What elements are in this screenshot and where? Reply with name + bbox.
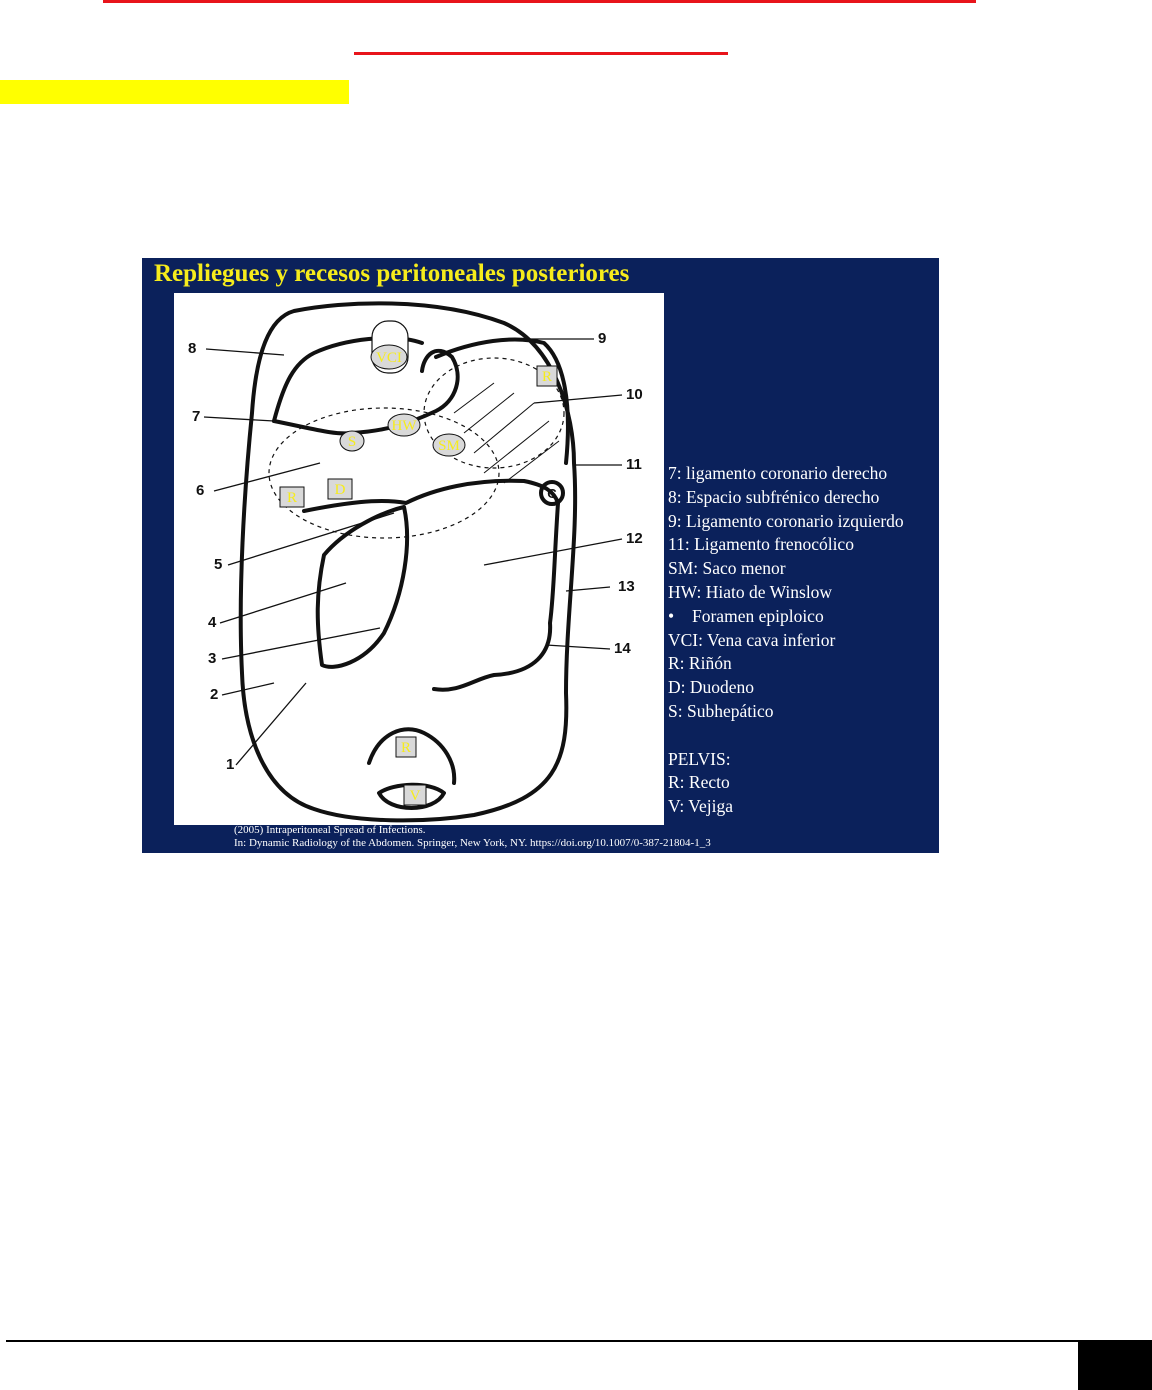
legend-item: SM: Saco menor <box>668 558 786 579</box>
slide-image <box>142 258 939 853</box>
label-13: 13 <box>618 578 635 595</box>
label-12: 12 <box>626 530 643 547</box>
label-11: 11 <box>626 456 642 473</box>
legend-item: V: Vejiga <box>668 796 733 817</box>
citation-line: (2005) Intraperitoneal Spread of Infections. <box>234 824 426 836</box>
tag-s: S <box>347 434 357 450</box>
label-3: 3 <box>208 650 217 667</box>
label-2: 2 <box>210 686 219 703</box>
anatomical-diagram <box>174 293 664 825</box>
slide-title: Repliegues y recesos peritoneales posteriores <box>154 260 630 287</box>
legend-item: 11: Ligamento frenocólico <box>668 534 854 555</box>
legend-item: 9: Ligamento coronario izquierdo <box>668 510 904 531</box>
label-6: 6 <box>196 482 205 499</box>
legend-spacer <box>668 724 904 748</box>
legend-item: 7: ligamento coronario derecho <box>668 463 888 483</box>
legend-list <box>668 462 904 819</box>
page-number-box <box>1078 1342 1152 1390</box>
label-5: 5 <box>214 556 223 573</box>
tag-hw: HW <box>391 418 417 434</box>
legend-item: HW: Hiato de Winslow <box>668 581 833 602</box>
footer-rule <box>6 1340 1152 1342</box>
tag-v: V <box>409 788 421 804</box>
header-red-rule <box>103 0 976 3</box>
citation-line: In: Dynamic Radiology of the Abdomen. Springer, New York, NY. https://doi.org/10.1007/0-387-21804-1_3 <box>234 837 711 849</box>
tag-r-pelvis: R <box>400 740 412 756</box>
peritoneal-recesses-drawing <box>174 293 664 825</box>
label-14: 14 <box>614 640 631 657</box>
legend-bullet-item <box>668 605 904 629</box>
label-7: 7 <box>192 408 201 425</box>
tag-c: C <box>547 486 557 501</box>
legend-item: R: Riñón <box>668 653 732 674</box>
tag-r-left: R <box>286 490 298 506</box>
legend-item: VCI: Vena cava inferior <box>668 629 836 650</box>
label-4: 4 <box>208 614 217 631</box>
legend-item: R: Recto <box>668 772 730 793</box>
label-9: 9 <box>598 330 607 347</box>
tag-vci: VCI <box>376 350 402 366</box>
bullet-icon: • <box>668 605 675 626</box>
legend-item-text: Foramen epiploico <box>692 605 824 626</box>
tag-d: D <box>334 482 346 498</box>
subheader-red-rule <box>354 52 728 55</box>
tag-sm: SM <box>438 438 460 454</box>
label-10: 10 <box>626 386 643 403</box>
label-8: 8 <box>188 340 197 357</box>
tag-r-right: R <box>541 369 553 385</box>
legend-item: PELVIS: <box>668 748 731 769</box>
citation <box>234 824 711 850</box>
legend-item: D: Duodeno <box>668 677 755 698</box>
label-1: 1 <box>226 756 235 773</box>
legend-item: 8: Espacio subfrénico derecho <box>668 486 880 507</box>
yellow-highlight-bar <box>0 80 349 104</box>
legend-item: S: Subhepático <box>668 700 774 721</box>
